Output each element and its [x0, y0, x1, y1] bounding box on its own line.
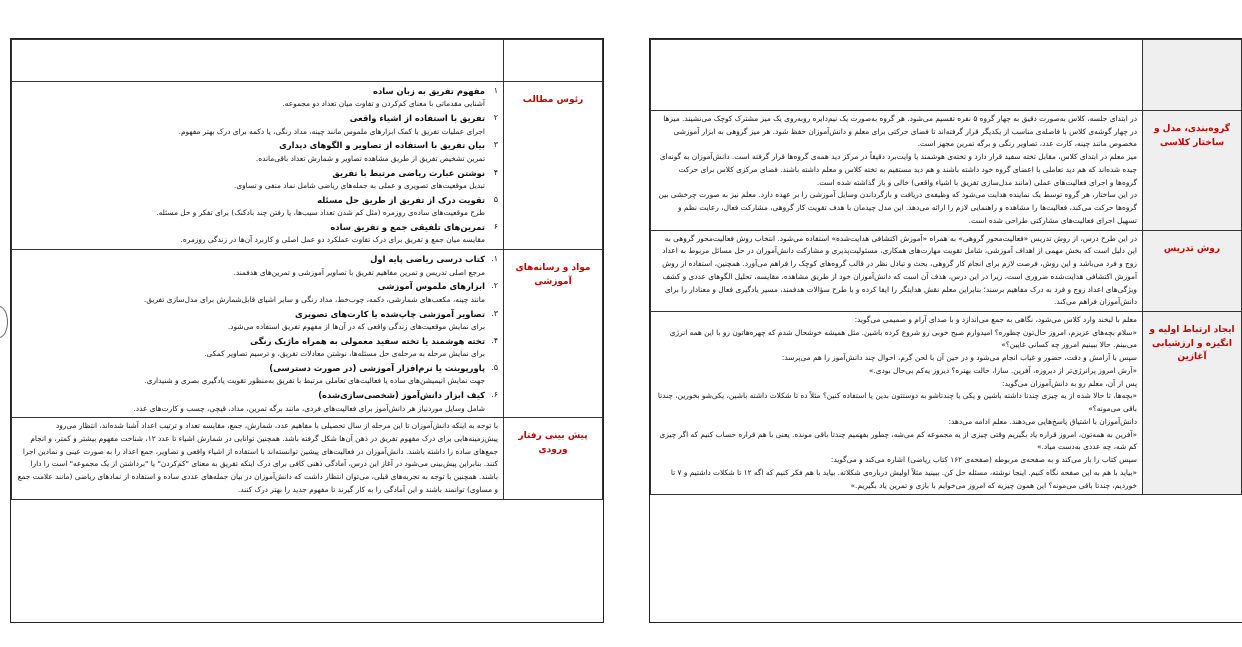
item-desc: مانند چینه، مکعب‌های شمارشی، دکمه، چوب‌خط، مداد رنگی و سایر اشیای قابل‌شمارش برای مدل‌سازی تفریق.	[143, 294, 485, 304]
paragraph: در این طرح درس، از روش تدریس «فعالیت‌محور گروهی» به همراه «آموزش اکتشافی هدایت‌شده» استفاده می‌شود. انتخاب روش فعالیت‌محور گروهی به این دلیل است که بخش مهمی از اهداف آموزشی، شامل تقویت مهارت‌های همکاری، مسئولیت‌پذیری و مشارکت دانش‌آموزان در حل مسائل مربوط به اعداد زوج و فرد می‌باشد و این روش، فرصت لازم برای انجام کار گروهی، بحث و تبادل نظر در قالب گروه‌های کوچک را فراهم می‌آورد. همچنین، استفاده از روش آموزش اکتشافی هدایت‌شده ضروری است، زیرا در این درس، هدف آن است که دانش‌آموزان خود از طریق مشاهده، مقایسه، تحلیل الگوهای عددی و کشف ویژگی‌های اعداد زوج و فرد به درک مفاهیم برسند؛ بنابراین معلم نقش هدایتگر را ایفا کرده و با طرح سؤالات هدفمند، مسیر یادگیری فعال و معنادار را برای دانش‌آموزان فراهم می‌کند.	[662, 233, 1137, 307]
table-row	[12, 82, 603, 250]
paragraph: سپس کتاب را باز می‌کند و به صفحه‌ی مربوطه (صفحه‌ی ۱۶۲ کتاب ریاضی) اشاره می‌کند و می‌گوید:	[830, 455, 1137, 465]
paragraph: «آرش امروز پرانرژی‌تر از دیروزه، آفرین. سارا، حالت بهتره؟ دیروز یه‌کم بی‌حال بودی.»	[868, 365, 1137, 375]
lesson-plan-table-left	[11, 39, 603, 500]
item-title: بیان تفریق با استفاده از تصاویر و الگوهای دیداری	[279, 140, 485, 151]
item-desc: تمرین تشخیص تفریق از طریق مشاهده تصاویر و شمارش تعداد باقی‌مانده.	[255, 153, 485, 163]
paragraph: «بچه‌ها، تا حالا شده از یه چیزی چندتا داشته باشین و یکی یا چندتاشو به دوستتون بدین یا استفاده کنین؟ مثلاً ده تا شکلات داشته باشین، یکی‌شو بخورین، چندتا باقی می‌مونه؟»	[657, 391, 1137, 414]
materials-content	[12, 250, 504, 418]
paragraph: در این ساختار، هر گروه توسط یک نماینده هدایت می‌شود که وظیفه‌ی دریافت و بازگرداندن وسایل آموزشی را بر عهده دارد. معلم نیز به صورت چرخشی بین گروه‌ها حرکت می‌کند، فعالیت‌ها را مشاهده و راهنمایی لازم را ارائه می‌دهد. این مدل چیدمان با هدف تقویت کار گروهی، مشارکت فعال، رعایت نظم و تسهیل اجرای فعالیت‌های مشارکتی طراحی شده است.	[658, 190, 1137, 225]
item-desc: برای نمایش مرحله به مرحله‌ی حل مسئله‌ها، نوشتن معادلات تفریق، و ترسیم تصاویر کمکی.	[204, 349, 485, 359]
page-nav-handle[interactable]	[0, 306, 8, 338]
item-desc: اجرای عملیات تفریق با کمک ابزارهای ملموس مانند چینه، مداد رنگی، یا دکمه برای درک بهتر مفهوم.	[178, 126, 485, 136]
right-page	[649, 38, 1242, 623]
list-item	[17, 166, 498, 193]
table-row	[651, 230, 1242, 311]
goals-content	[12, 82, 504, 250]
grouping-content	[651, 111, 1143, 231]
paragraph: معلم با لبخند وارد کلاس می‌شود، نگاهی به جمع می‌اندازد و با صدای آرام و صمیمی می‌گوید:	[854, 315, 1137, 325]
item-title: تقویت درک از تفریق از طریق حل مسئله	[317, 194, 485, 205]
method-content	[651, 230, 1143, 311]
item-number: ۱	[493, 86, 498, 95]
paragraph: سپس با آرامش و دقت، حضور و غیاب انجام می‌شود و در حین آن با لحن گرم، احوال چند دانش‌آموز را هم می‌پرسد:	[781, 353, 1137, 363]
lesson-plan-table-right	[650, 39, 1242, 495]
table-row	[12, 418, 603, 499]
item-title: نوشتن عبارت ریاضی مرتبط با تفریق	[332, 167, 485, 178]
paragraph: پس از آن، معلم رو به دانش‌آموزان می‌گوید:	[1001, 378, 1137, 388]
paragraph: میز معلم در ابتدای کلاس، مقابل تخته سفید قرار دارد و تخته‌ی هوشمند یا وایت‌برد دقیقاً در مرکز دید همه‌ی گروه‌ها قرار گرفته است. دانش‌آموزان به گونه‌ای چیده شده‌اند که هم دید تعاملی با اعضای گروه خود داشته باشند و هم دید مستقیم به تخته کلاس و معلم داشته باشند. فضای مرکزی کلاس برای حرکت گروه‌ها و اجرای فعالیت‌های عملی (مانند مدل‌سازی تفریق با اشیاء واقعی) خالی و باز گذاشته شده است.	[659, 152, 1137, 187]
item-desc: مرجع اصلی تدریس و تمرین مفاهیم تفریق با تصاویر آموزشی و تمرین‌های هدفمند.	[233, 267, 485, 277]
goals-label: رئوس مطالب	[504, 82, 603, 250]
item-title: مفهوم تفریق به زبان ساده	[373, 86, 485, 96]
materials-label: مواد و رسانه‌های آموزشی	[504, 250, 603, 418]
item-desc: شامل وسایل موردنیاز هر دانش‌آموز برای فعالیت‌های فردی، مانند برگه تمرین، مداد، قیچی، چسب و کارت‌های عدد.	[133, 403, 485, 413]
label-cell-empty	[504, 40, 603, 82]
entry-behavior-content	[12, 418, 504, 499]
table-row	[651, 312, 1242, 495]
item-desc: طرح موقعیت‌های ساده‌ی روزمره (مثل کم شدن تعداد سیب‌ها، یا رفتن چند بادکنک) برای تفکر و حل مسئله.	[156, 208, 485, 218]
paragraph: دانش‌آموزان با اشتیاق پاسخ‌هایی می‌دهند. معلم ادامه می‌دهد:	[948, 416, 1137, 426]
list-item	[17, 193, 498, 220]
item-number: ۳.	[491, 308, 498, 318]
entry-behavior-label: پیش بینی رفتار ورودی	[504, 418, 603, 499]
item-title: کتاب درسی ریاضی پایه اول	[370, 254, 485, 265]
label-cell-empty	[1143, 40, 1242, 111]
paragraph: «آفرین به همه‌تون، امروز قراره یاد بگیریم وقتی چیزی از یه مجموعه کم می‌شه، چطور بفهمیم چندتا باقی مونده. یعنی با هم قراره حساب کنیم که اگر چیزی کم شه، چه عددی به‌دست میاد.»	[659, 429, 1137, 452]
list-item	[17, 307, 498, 334]
item-title: پاورپوینت یا نرم‌افزار آموزشی (در صورت دسترسی)	[269, 362, 485, 373]
table-row	[12, 250, 603, 418]
list-item	[17, 252, 498, 279]
list-item	[17, 361, 498, 388]
item-number: ۶.	[491, 390, 498, 400]
paragraph: «بیاید با هم به این صفحه نگاه کنیم. اینجا نوشته، مسئله حل کن. ببینید مثلاً اولیش درباره‌ی شکلاته. بیاید با هم فکر کنیم که اگه ۱۲ تا شکلات داشتیم و ۷ تا خوردیم، چندتا باقی می‌مونه؟ این همون چیزیه که امروز می‌خوایم با بازی و تمرین یاد بگیریم.»	[670, 467, 1137, 490]
item-number: ۵	[493, 194, 498, 204]
content-cell-empty	[651, 40, 1143, 111]
item-desc: آشنایی مقدماتی با معنای کم‌کردن و تفاوت میان تعداد دو مجموعه.	[282, 99, 485, 109]
paragraph: «سلام بچه‌های عزیزم، امروز حال‌تون چطوره؟ امیدوارم صبح خوبی رو شروع کرده باشین. مثل همیشه خوشحال شدم که چهره‌هاتون رو با این همه انرژی می‌بینم. حالا ببینیم امروز چه کسانی غایبن؟»	[669, 327, 1137, 350]
left-page	[10, 38, 604, 623]
item-title: کیف ابزار دانش‌آموز (شخصی‌سازی‌شده)	[318, 390, 485, 401]
item-number: ۱.	[491, 254, 498, 264]
content-cell-empty	[12, 40, 504, 82]
item-number: ۴.	[491, 335, 498, 345]
list-item	[17, 111, 498, 138]
method-label: روش تدریس	[1143, 230, 1242, 311]
item-number: ۶	[493, 221, 498, 231]
table-row	[651, 111, 1242, 231]
item-desc: برای نمایش موقعیت‌های زندگی واقعی که در آن‌ها از مفهوم تفریق استفاده می‌شود.	[227, 321, 485, 331]
connection-label: ایجاد ارتباط اولیه و انگیزه و ارزشیابی آغازین	[1143, 312, 1242, 495]
item-number: ۲.	[491, 281, 498, 291]
list-item	[17, 138, 498, 165]
item-desc: جهت نمایش انیمیشن‌های ساده یا فعالیت‌های تعاملی مرتبط با تفریق به‌منظور تقویت یادگیری بصری و شنیداری.	[144, 376, 485, 386]
item-title: تصاویر آموزشی چاپ‌شده یا کارت‌های تصویری	[295, 308, 485, 319]
list-item	[17, 84, 498, 111]
paragraph: با توجه به اینکه دانش‌آموزان تا این مرحله از سال تحصیلی با مفاهیم عدد، شمارش، جمع، مقایسه تعداد و ترتیب اعداد آشنا شده‌اند، انتظار می‌رود پیش‌زمینه‌هایی برای درک مفهوم تفریق در ذهن آن‌ها شکل گرفته باشد. همچنین توانایی در شمارش اشیاء تا عدد ۱۲، شناخت مفهوم بیشتر و کمتر، و انجام جمع‌های ساده را داشته باشند. دانش‌آموزان در فعالیت‌های پیشین توانسته‌اند با استفاده از اشیاء واقعی و تصاویر، جمع اعداد را به صورت عینی و نمادین اجرا کنند. بنابراین پیش‌بینی می‌شود در آغاز این درس، آمادگی ذهنی کافی برای درک اینکه تفریق به معنای "کم‌کردن" یا "برداشتن از یک مجموعه" است را دارا باشند. همچنین با توجه به تجربه‌های قبلی، می‌توان انتظار داشت که دانش‌آموزان در بیان جمله‌های عددی ساده و استفاده از نمادهای ریاضی (مانند علامت جمع و مساوی) توانمند باشند و این آمادگی را به کار گیرند تا مفهوم جدید را بهتر درک کنند.	[17, 421, 498, 494]
item-number: ۵.	[491, 362, 498, 372]
list-item	[17, 279, 498, 306]
table-row	[651, 40, 1242, 111]
item-title: تخته هوشمند یا تخته سفید معمولی به همراه ماژیک رنگی	[250, 335, 485, 346]
item-desc: مقایسه میان جمع و تفریق برای درک تفاوت عملکرد دو عمل اصلی و کاربرد آن‌ها در زندگی روزمره.	[180, 235, 485, 245]
list-item	[17, 334, 498, 361]
item-number: ۲	[493, 113, 498, 123]
item-number: ۳	[493, 140, 498, 150]
list-item	[17, 388, 498, 415]
connection-content	[651, 312, 1143, 495]
item-title: ابزارهای ملموس آموزشی	[377, 281, 485, 292]
table-row	[12, 40, 603, 82]
item-title: تمرین‌های تلفیقی جمع و تفریق ساده	[330, 221, 485, 232]
list-item	[17, 220, 498, 247]
item-number: ۴	[493, 167, 498, 177]
item-desc: تبدیل موقعیت‌های تصویری و عملی به جمله‌های ریاضی شامل نماد منفی و تساوی.	[233, 181, 485, 191]
paragraph: در ابتدای جلسه، کلاس به‌صورت دقیق به چهار گروه ۵ نفره تقسیم می‌شود. هر گروه به‌صورت یک نیم‌دایره روبه‌روی یک میز مشترک کوچک می‌نشیند. میزها در چهار گوشه‌ی کلاس با فاصله‌ی مناسب از یکدیگر قرار گرفته‌اند تا فضای حرکتی برای معلم و دانش‌آموزان حفظ شود. هر میز گروهی به ابزار آموزشی مخصوص مانند چینه، کارت عدد، تصاویر رنگی و برگه تمرین مجهز است.	[663, 114, 1137, 149]
item-title: تفریق با استفاده از اشیاء واقعی	[349, 113, 485, 124]
grouping-label: گروه‌بندی، مدل و ساختار کلاسی	[1143, 111, 1242, 231]
